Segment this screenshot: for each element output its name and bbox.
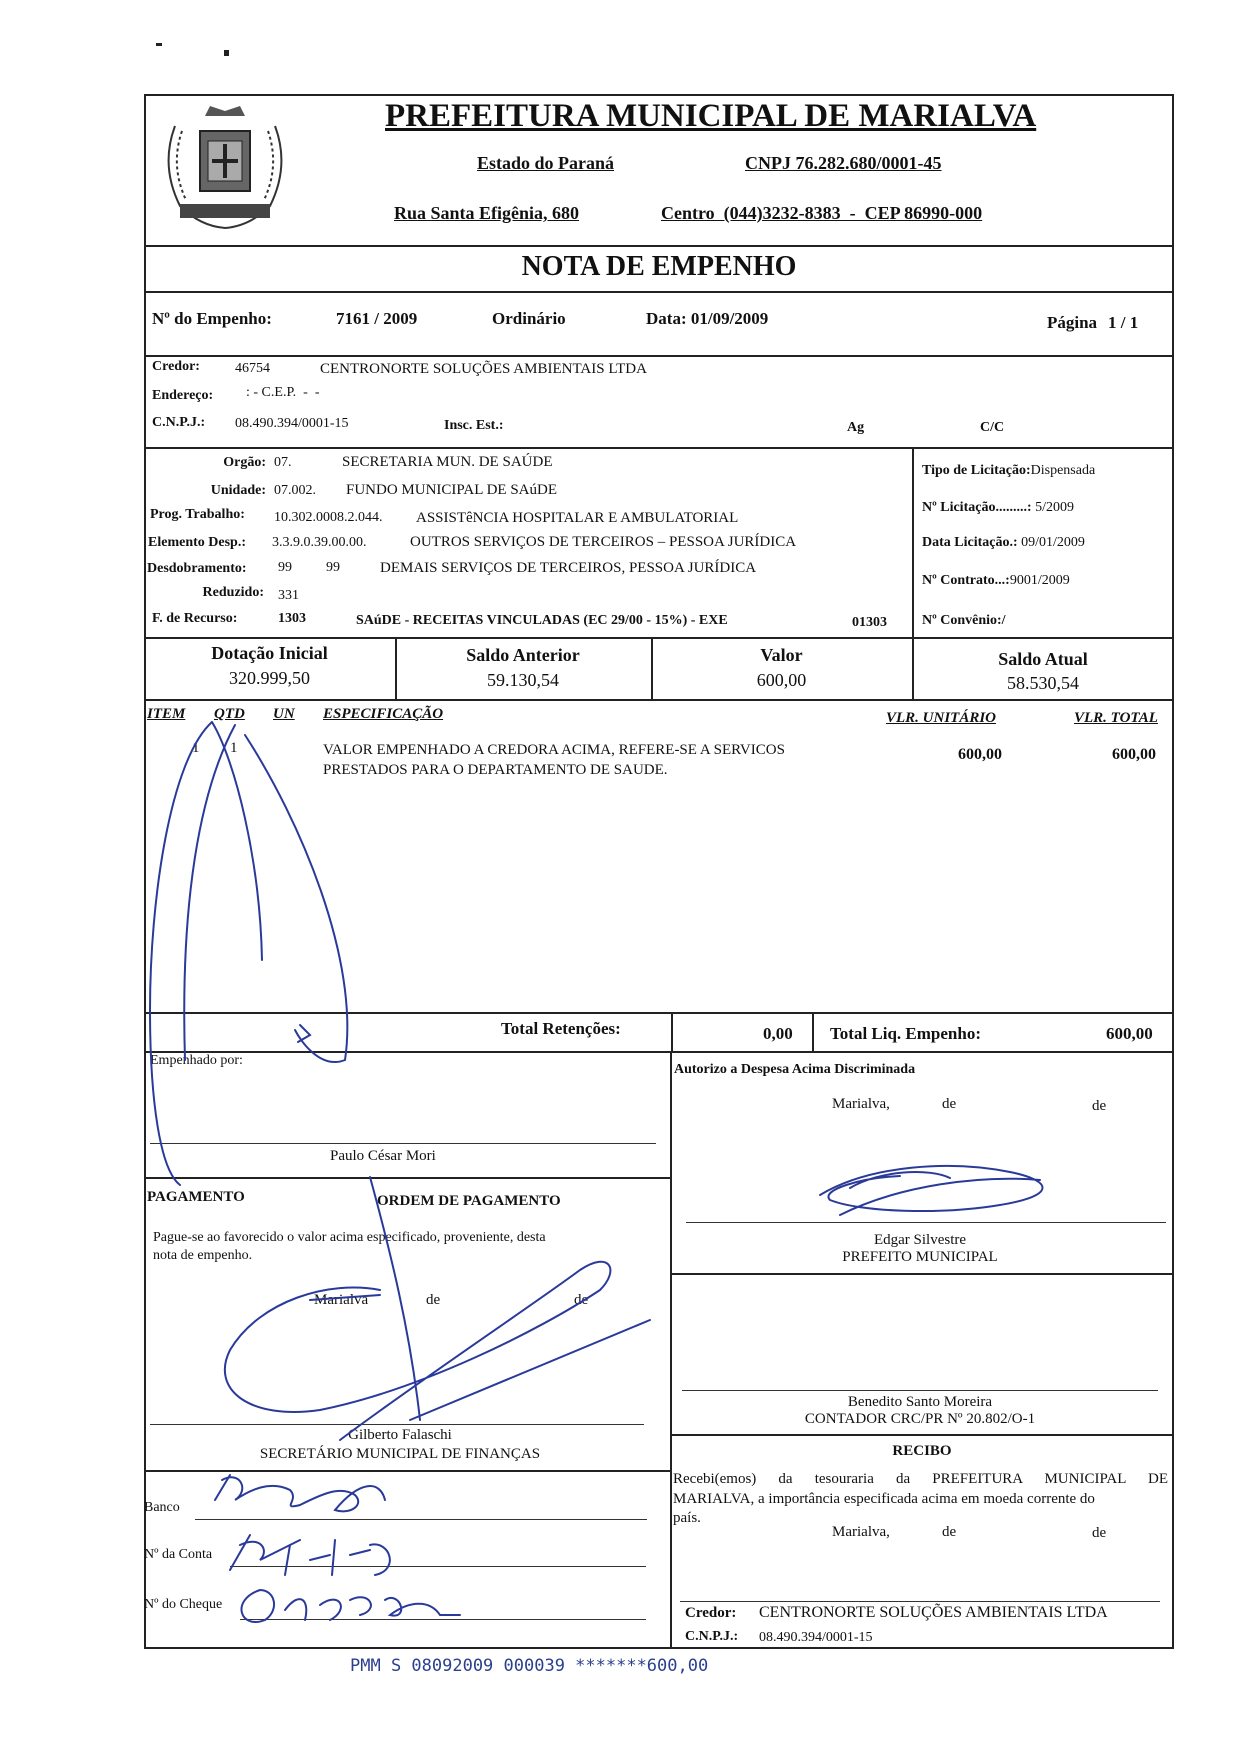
numero-licitacao (922, 500, 1074, 516)
desdobramento-label: Desdobramento: (147, 561, 247, 576)
header-vlr-total: VLR. TOTAL (1074, 710, 1158, 726)
empenho-type: Ordinário (492, 309, 566, 328)
empenho-number-label: Nº do Empenho: (152, 309, 272, 328)
recibo-text-line3: país. (673, 1510, 701, 1526)
ordem-pagamento-label: ORDEM DE PAGAMENTO (377, 1193, 561, 1209)
conta-label: Nº da Conta (144, 1547, 213, 1562)
saldo-anterior-label: Saldo Anterior (466, 645, 580, 665)
tipo-licitacao (922, 463, 1095, 479)
desdobramento-code2: 99 (326, 560, 340, 575)
prog-trabalho-label: Prog. Trabalho: (150, 507, 245, 522)
prefeito-title: PREFEITO MUNICIPAL (842, 1249, 998, 1265)
valor-label: Valor (760, 645, 803, 665)
credor-name: CENTRONORTE SOLUÇÕES AMBIENTAIS LTDA (320, 361, 647, 377)
recibo-de2: de (1092, 1525, 1107, 1541)
recibo-credor-name: CENTRONORTE SOLUÇÕES AMBIENTAIS LTDA (759, 1604, 1108, 1621)
numero-licitacao-value: 5/2009 (1035, 500, 1074, 515)
recibo-local: Marialva, (832, 1524, 890, 1540)
pagamento-local: Marialva (314, 1292, 369, 1308)
pagamento-de2: de (574, 1292, 589, 1308)
pagamento-de1: de (426, 1292, 441, 1308)
address-label: Rua Santa Efigênia, 680 (394, 203, 580, 223)
elemento-desp-code: 3.3.9.0.39.00.00. (272, 535, 367, 550)
scan-mark (156, 43, 162, 46)
orgao-label: Orgão: (223, 455, 266, 470)
elemento-desp-label: Elemento Desp.: (148, 535, 246, 550)
autorizo-de1: de (942, 1096, 957, 1112)
tipo-licitacao-label: Tipo de Licitação: (922, 463, 1031, 478)
reduzido-value: 331 (278, 588, 299, 603)
empenhado-por-label: Empenhado por: (150, 1053, 243, 1068)
header-qtd: QTD (214, 706, 245, 722)
header-item: ITEM (147, 706, 186, 722)
data-licitacao (922, 535, 1085, 551)
orgao-name: SECRETARIA MUN. DE SAÚDE (342, 454, 553, 470)
credor-label: Credor: (152, 359, 200, 374)
fonte-recurso-code: 1303 (278, 611, 306, 626)
item-especificacao-line1: VALOR EMPENHADO A CREDORA ACIMA, REFERE-SE A SERVICOS (323, 742, 785, 758)
endereco-value: : - C.E.P. - - (246, 385, 320, 400)
tipo-licitacao-value: Dispensada (1030, 463, 1096, 478)
page-number: 1 / 1 (1108, 313, 1139, 332)
document-title: NOTA DE EMPENHO (521, 251, 797, 282)
autorizo-de2: de (1092, 1098, 1107, 1114)
recibo-credor-label: Credor: (685, 1605, 737, 1621)
pagamento-text-line2: nota de empenho. (153, 1248, 253, 1263)
total-liq-value: 600,00 (1106, 1024, 1153, 1043)
unidade-label: Unidade: (210, 483, 266, 498)
contador-name: Benedito Santo Moreira (847, 1394, 993, 1410)
credor-code: 46754 (235, 361, 270, 376)
data-licitacao-label: Data Licitação.: (922, 535, 1018, 550)
saldo-atual-label: Saldo Atual (998, 649, 1088, 669)
data-licitacao-value: 09/01/2009 (1021, 535, 1085, 550)
numero-contrato-label: Nº Contrato...: (922, 573, 1010, 588)
unidade-name: FUNDO MUNICIPAL DE SAúDE (346, 482, 557, 498)
pagamento-text-line1: Pague-se ao favorecido o valor acima especificado, proveniente, desta (153, 1230, 546, 1245)
item-number: 1 (192, 740, 200, 756)
numero-convenio: Nº Convênio:/ (922, 613, 1006, 628)
elemento-desp-name: OUTROS SERVIÇOS DE TERCEIROS – PESSOA JURÍDICA (410, 534, 797, 550)
cnpj-credor-label: C.N.P.J.: (152, 415, 206, 430)
ag-label: Ag (847, 420, 865, 435)
dotacao-inicial-label: Dotação Inicial (211, 643, 328, 663)
recibo-text-line2: MARIALVA, a importância especificada acima em moeda corrente do (673, 1491, 1095, 1507)
recibo-text-line1: Recebi(emos) da tesouraria da PREFEITURA MUNICIPAL DE (673, 1471, 1168, 1487)
autorizo-local: Marialva, (832, 1096, 890, 1112)
item-vlr-unitario: 600,00 (958, 746, 1002, 763)
saldo-anterior-value: 59.130,54 (487, 670, 559, 690)
contact-label: Centro (044)3232-8383 - CEP 86990-000 (661, 203, 983, 223)
pagamento-label: PAGAMENTO (147, 1189, 245, 1205)
cheque-label: Nº do Cheque (144, 1597, 223, 1612)
desdobramento-name: DEMAIS SERVIÇOS DE TERCEIROS, PESSOA JURÍDICA (380, 560, 757, 576)
cnpj-label: CNPJ 76.282.680/0001-45 (745, 153, 942, 173)
numero-contrato (922, 573, 1070, 589)
item-vlr-total: 600,00 (1112, 746, 1156, 763)
header-un: UN (273, 706, 295, 722)
numero-contrato-value: 9001/2009 (1009, 573, 1070, 588)
contador-title: CONTADOR CRC/PR Nº 20.802/O-1 (804, 1411, 1036, 1427)
item-especificacao-line2: PRESTADOS PARA O DEPARTAMENTO DE SAUDE. (323, 762, 668, 778)
unidade-code: 07.002. (274, 483, 316, 498)
prefeito-name: Edgar Silvestre (873, 1232, 967, 1248)
secretario-name: Gilberto Falaschi (348, 1427, 452, 1443)
secretario-title: SECRETÁRIO MUNICIPAL DE FINANÇAS (259, 1446, 541, 1462)
insc-est-label: Insc. Est.: (444, 418, 504, 433)
fonte-recurso-name: SAúDE - RECEITAS VINCULADAS (EC 29/00 - 15%) - EXE (356, 613, 728, 628)
prog-trabalho-code: 10.302.0008.2.044. (274, 510, 383, 525)
dotacao-inicial-value: 320.999,50 (229, 668, 310, 688)
recibo-de1: de (942, 1524, 957, 1540)
empenho-date: Data: 01/09/2009 (646, 309, 769, 328)
scan-mark (224, 50, 229, 56)
total-liq-label: Total Liq. Empenho: (830, 1024, 981, 1043)
valor-value: 600,00 (756, 670, 807, 690)
fonte-recurso-code2: 01303 (852, 615, 887, 630)
reduzido-label: Reduzido: (202, 585, 264, 600)
header-vlr-unitario: VLR. UNITÁRIO (886, 710, 997, 726)
recibo-cnpj-label: C.N.P.J.: (685, 1629, 739, 1644)
orgao-code: 07. (274, 455, 292, 470)
total-retencoes-label: Total Retenções: (501, 1019, 621, 1038)
numero-licitacao-label: Nº Licitação.........: (922, 500, 1032, 515)
state-label: Estado do Paraná (477, 153, 615, 173)
empenhado-por-name: Paulo César Mori (330, 1148, 436, 1164)
endereco-label: Endereço: (152, 388, 214, 403)
page-title: PREFEITURA MUNICIPAL DE MARIALVA (385, 98, 1037, 134)
prog-trabalho-name: ASSISTêNCIA HOSPITALAR E AMBULATORIAL (416, 510, 739, 526)
banco-label: Banco (144, 1500, 180, 1515)
desdobramento-code1: 99 (278, 560, 292, 575)
saldo-atual-value: 58.530,54 (1007, 673, 1079, 693)
item-qtd: 1 (230, 740, 238, 756)
bank-stamp: PMM S 08092009 000039 *******600,00 (350, 1656, 709, 1676)
recibo-title: RECIBO (892, 1443, 952, 1459)
recibo-cnpj-value: 08.490.394/0001-15 (759, 1630, 873, 1645)
fonte-recurso-label: F. de Recurso: (152, 611, 238, 626)
autorizo-label: Autorizo a Despesa Acima Discriminada (674, 1062, 916, 1077)
cc-label: C/C (980, 420, 1005, 435)
header-especificacao: ESPECIFICAÇÃO (323, 706, 444, 722)
cnpj-credor-value: 08.490.394/0001-15 (235, 416, 349, 431)
coat-of-arms-logo (150, 96, 300, 236)
total-retencoes-value: 0,00 (763, 1024, 793, 1043)
empenho-number: 7161 / 2009 (336, 309, 418, 328)
page-label: Página (1047, 313, 1098, 332)
